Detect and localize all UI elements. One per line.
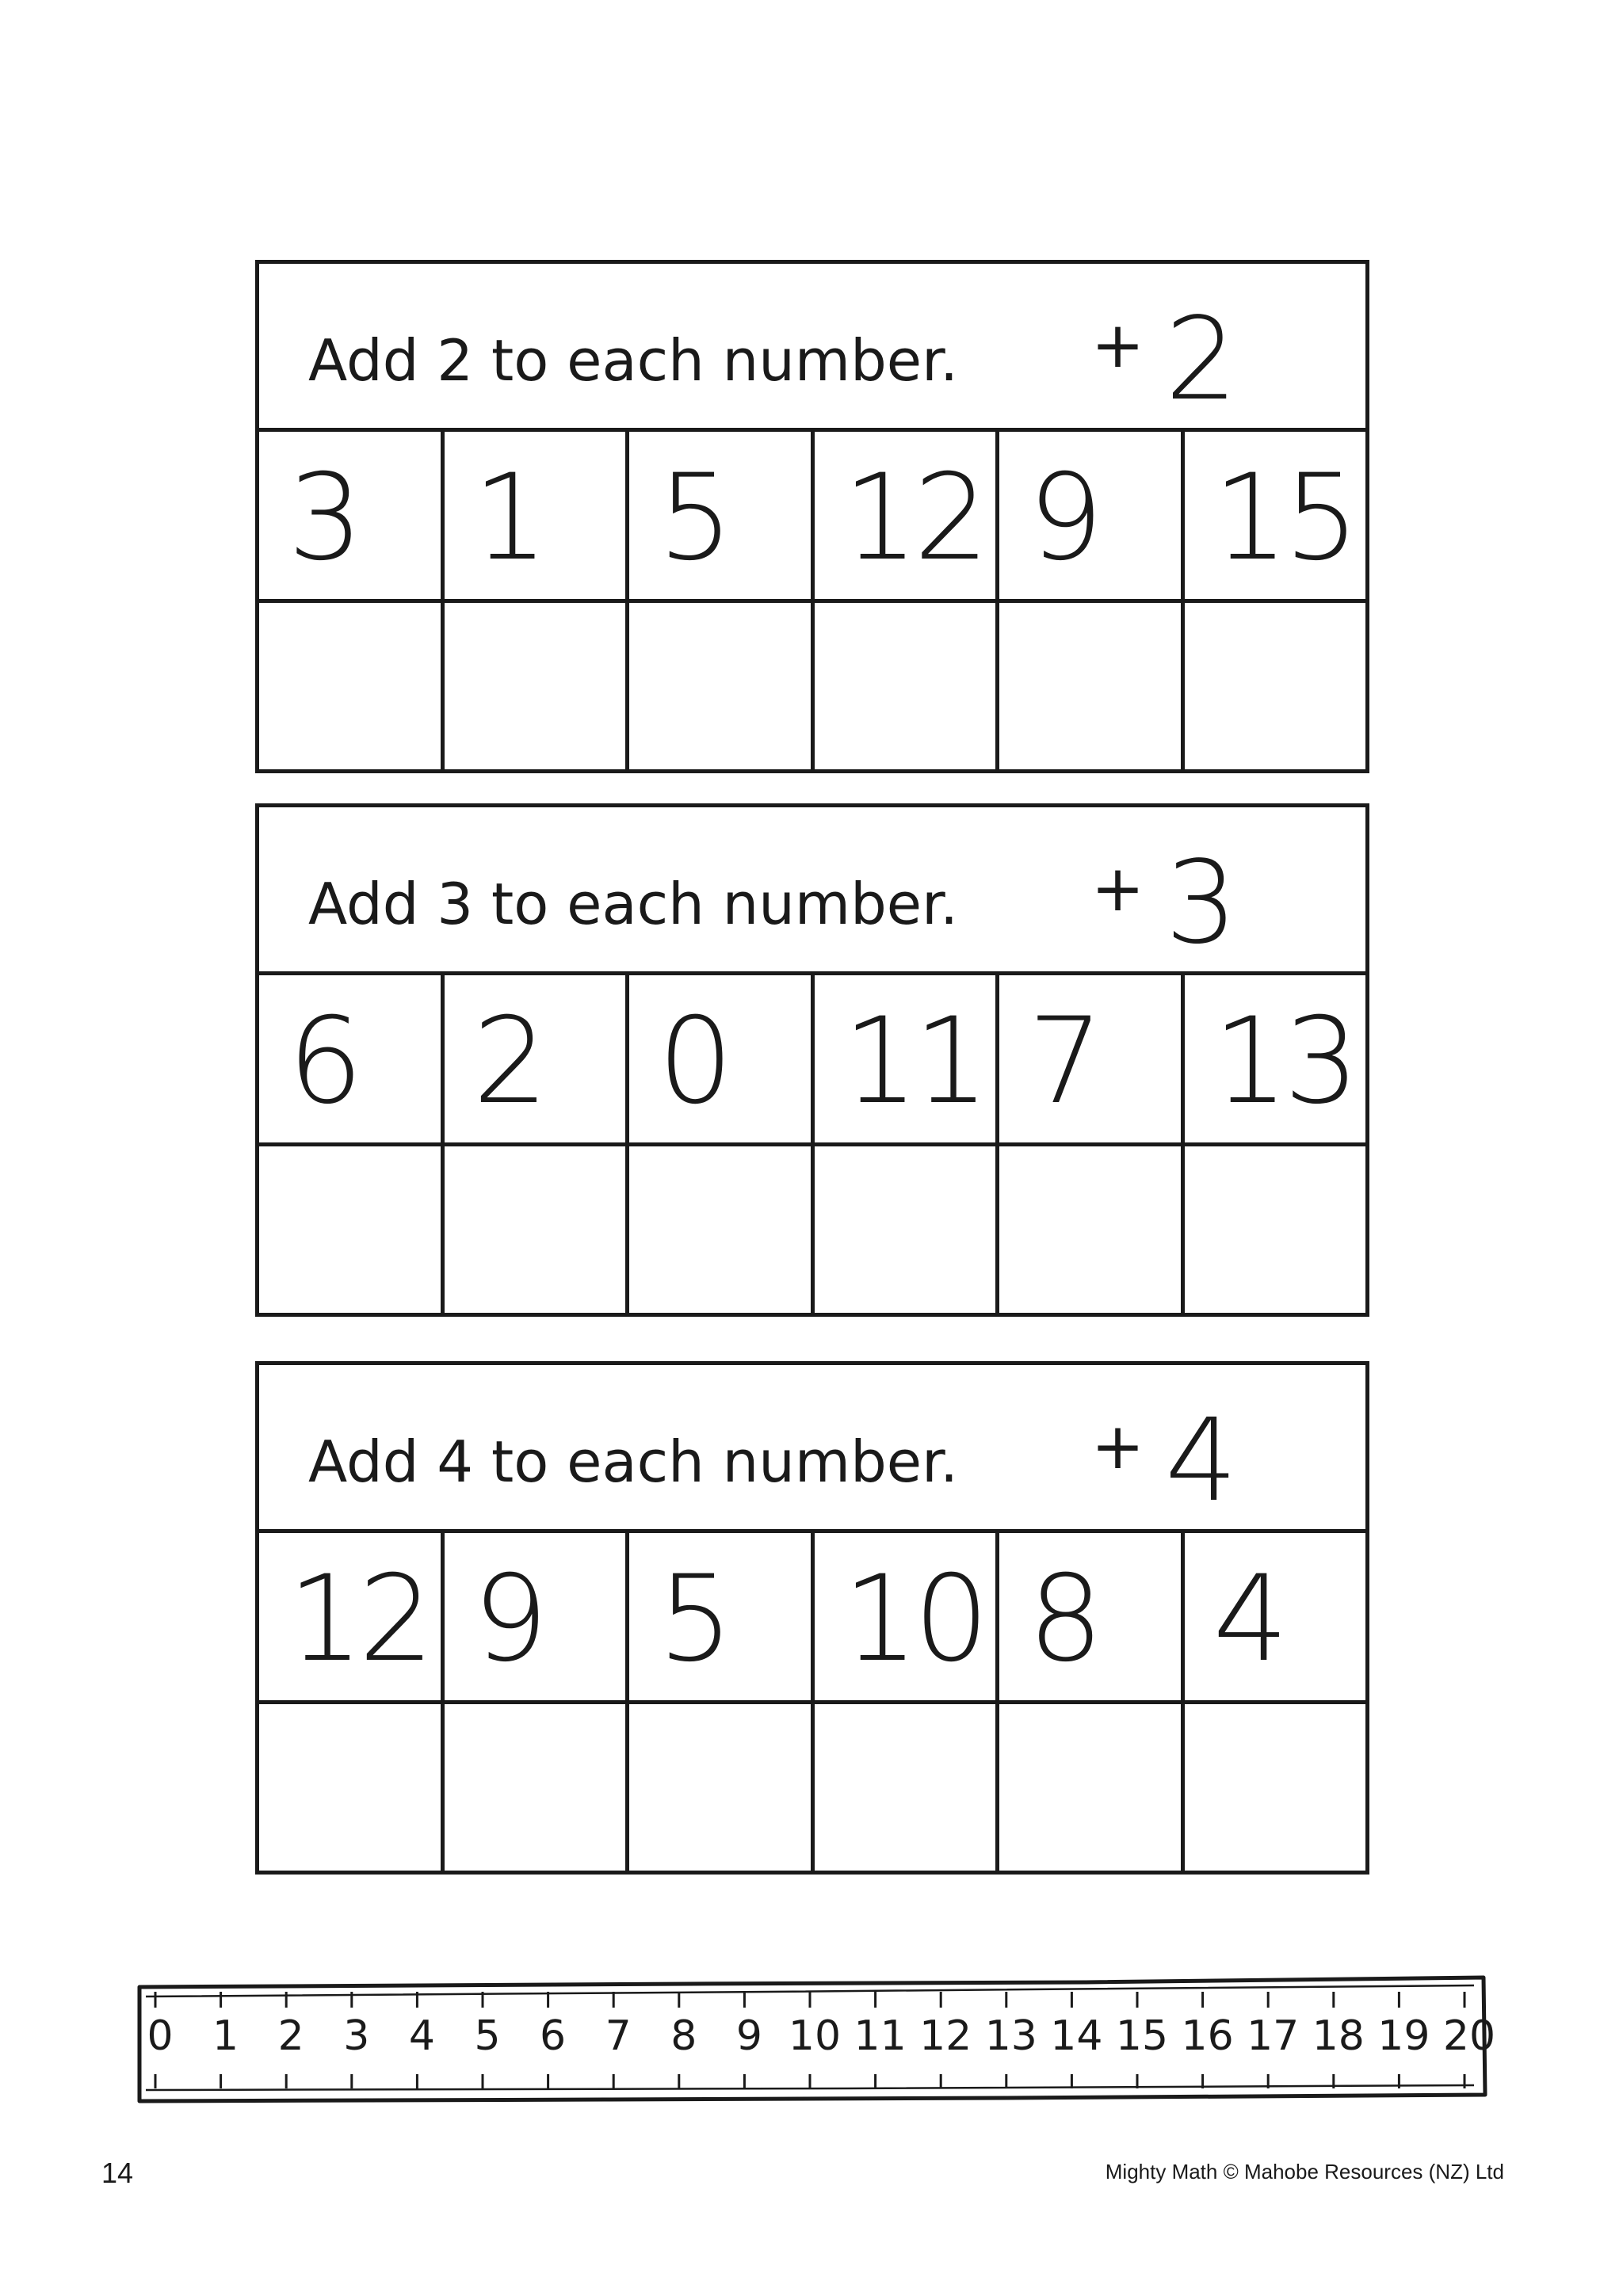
ruler-label: 4 — [408, 2012, 435, 2060]
answer-box[interactable] — [1185, 1704, 1366, 1871]
number-row — [259, 1533, 1365, 1704]
instruction-text: Add 3 to each number. — [308, 871, 958, 937]
number-cell — [999, 432, 1185, 599]
number-cell — [815, 1533, 1000, 1700]
ruler-label: 1 — [212, 2012, 239, 2060]
answer-box[interactable] — [1185, 1146, 1366, 1313]
ruler-label: 2 — [277, 2012, 304, 2060]
number-value: 6 — [288, 993, 359, 1131]
number-cell — [259, 1533, 445, 1700]
ruler-label: 20 — [1442, 2012, 1496, 2060]
plus-sign: + — [1091, 1409, 1145, 1483]
number-value: 12 — [842, 449, 985, 587]
exercise-header — [259, 264, 1365, 432]
number-value: 9 — [1028, 449, 1099, 587]
ruler-label: 0 — [147, 2012, 174, 2060]
exercise-header — [259, 807, 1365, 975]
ruler-label: 3 — [343, 2012, 370, 2060]
addend: 4 — [1165, 1394, 1238, 1527]
instruction-text: Add 4 to each number. — [308, 1428, 958, 1495]
number-value: 5 — [658, 449, 729, 587]
answer-box[interactable] — [445, 603, 630, 769]
answer-box[interactable] — [999, 1146, 1185, 1313]
number-cell — [259, 432, 445, 599]
number-value: 11 — [842, 993, 985, 1131]
operation — [1091, 836, 1238, 969]
answer-box[interactable] — [815, 1704, 1000, 1871]
number-cell — [1185, 1533, 1366, 1700]
number-value: 9 — [472, 1550, 544, 1688]
ruler-label: 19 — [1377, 2012, 1430, 2060]
answer-box[interactable] — [629, 1146, 815, 1313]
number-value: 1 — [472, 449, 544, 587]
answer-box[interactable] — [445, 1146, 630, 1313]
ruler-label: 15 — [1115, 2012, 1169, 2060]
answer-row — [259, 1146, 1365, 1313]
number-value: 7 — [1028, 993, 1099, 1131]
number-line — [135, 1955, 1496, 2106]
exercise-add-4 — [255, 1361, 1369, 1875]
answer-box[interactable] — [259, 603, 445, 769]
number-value: 3 — [288, 449, 359, 587]
number-cell — [1185, 432, 1366, 599]
ruler-label: 12 — [919, 2012, 972, 2060]
number-cell — [445, 975, 630, 1142]
number-value: 2 — [472, 993, 544, 1131]
number-value: 15 — [1212, 449, 1355, 587]
number-cell — [259, 975, 445, 1142]
exercise-add-2 — [255, 260, 1369, 773]
number-value: 4 — [1212, 1550, 1284, 1688]
answer-box[interactable] — [259, 1146, 445, 1313]
number-cell — [445, 1533, 630, 1700]
instruction-text: Add 2 to each number. — [308, 327, 958, 394]
plus-sign: + — [1091, 307, 1145, 382]
ruler-label: 13 — [984, 2012, 1037, 2060]
operation — [1091, 1394, 1238, 1527]
exercise-header — [259, 1365, 1365, 1533]
copyright-credit: Mighty Math © Mahobe Resources (NZ) Ltd — [1105, 2160, 1504, 2183]
answer-row — [259, 1704, 1365, 1871]
ruler-label: 16 — [1181, 2012, 1234, 2060]
answer-box[interactable] — [815, 603, 1000, 769]
number-value: 8 — [1028, 1550, 1099, 1688]
number-row — [259, 432, 1365, 603]
answer-box[interactable] — [999, 1704, 1185, 1871]
answer-box[interactable] — [1185, 603, 1366, 769]
number-cell — [815, 975, 1000, 1142]
ruler-label: 5 — [474, 2012, 501, 2060]
ruler-label: 10 — [788, 2012, 842, 2060]
number-value: 0 — [658, 993, 729, 1131]
ruler-label: 14 — [1050, 2012, 1103, 2060]
number-cell — [445, 432, 630, 599]
addend: 3 — [1165, 836, 1238, 969]
number-value: 5 — [658, 1550, 729, 1688]
ruler-label: 18 — [1312, 2012, 1365, 2060]
page-number: 14 — [101, 2157, 134, 2189]
exercise-add-3 — [255, 803, 1369, 1317]
ruler-label: 17 — [1247, 2012, 1300, 2060]
number-cell — [629, 1533, 815, 1700]
answer-box[interactable] — [815, 1146, 1000, 1313]
answer-box[interactable] — [445, 1704, 630, 1871]
ruler-label: 6 — [540, 2012, 567, 2060]
answer-box[interactable] — [259, 1704, 445, 1871]
number-value: 13 — [1212, 993, 1355, 1131]
operation — [1091, 292, 1238, 425]
number-cell — [1185, 975, 1366, 1142]
ruler-label: 9 — [735, 2012, 762, 2060]
number-cell — [999, 1533, 1185, 1700]
number-row — [259, 975, 1365, 1146]
answer-box[interactable] — [629, 603, 815, 769]
plus-sign: + — [1091, 851, 1145, 925]
number-cell — [629, 975, 815, 1142]
number-value: 10 — [842, 1550, 985, 1688]
ruler-label: 8 — [670, 2012, 697, 2060]
ruler-label: 11 — [854, 2012, 907, 2060]
number-cell — [999, 975, 1185, 1142]
answer-row — [259, 603, 1365, 769]
number-cell — [629, 432, 815, 599]
answer-box[interactable] — [999, 603, 1185, 769]
addend: 2 — [1165, 292, 1238, 425]
ruler-label: 7 — [605, 2012, 632, 2060]
answer-box[interactable] — [629, 1704, 815, 1871]
number-cell — [815, 432, 1000, 599]
number-value: 12 — [288, 1550, 430, 1688]
